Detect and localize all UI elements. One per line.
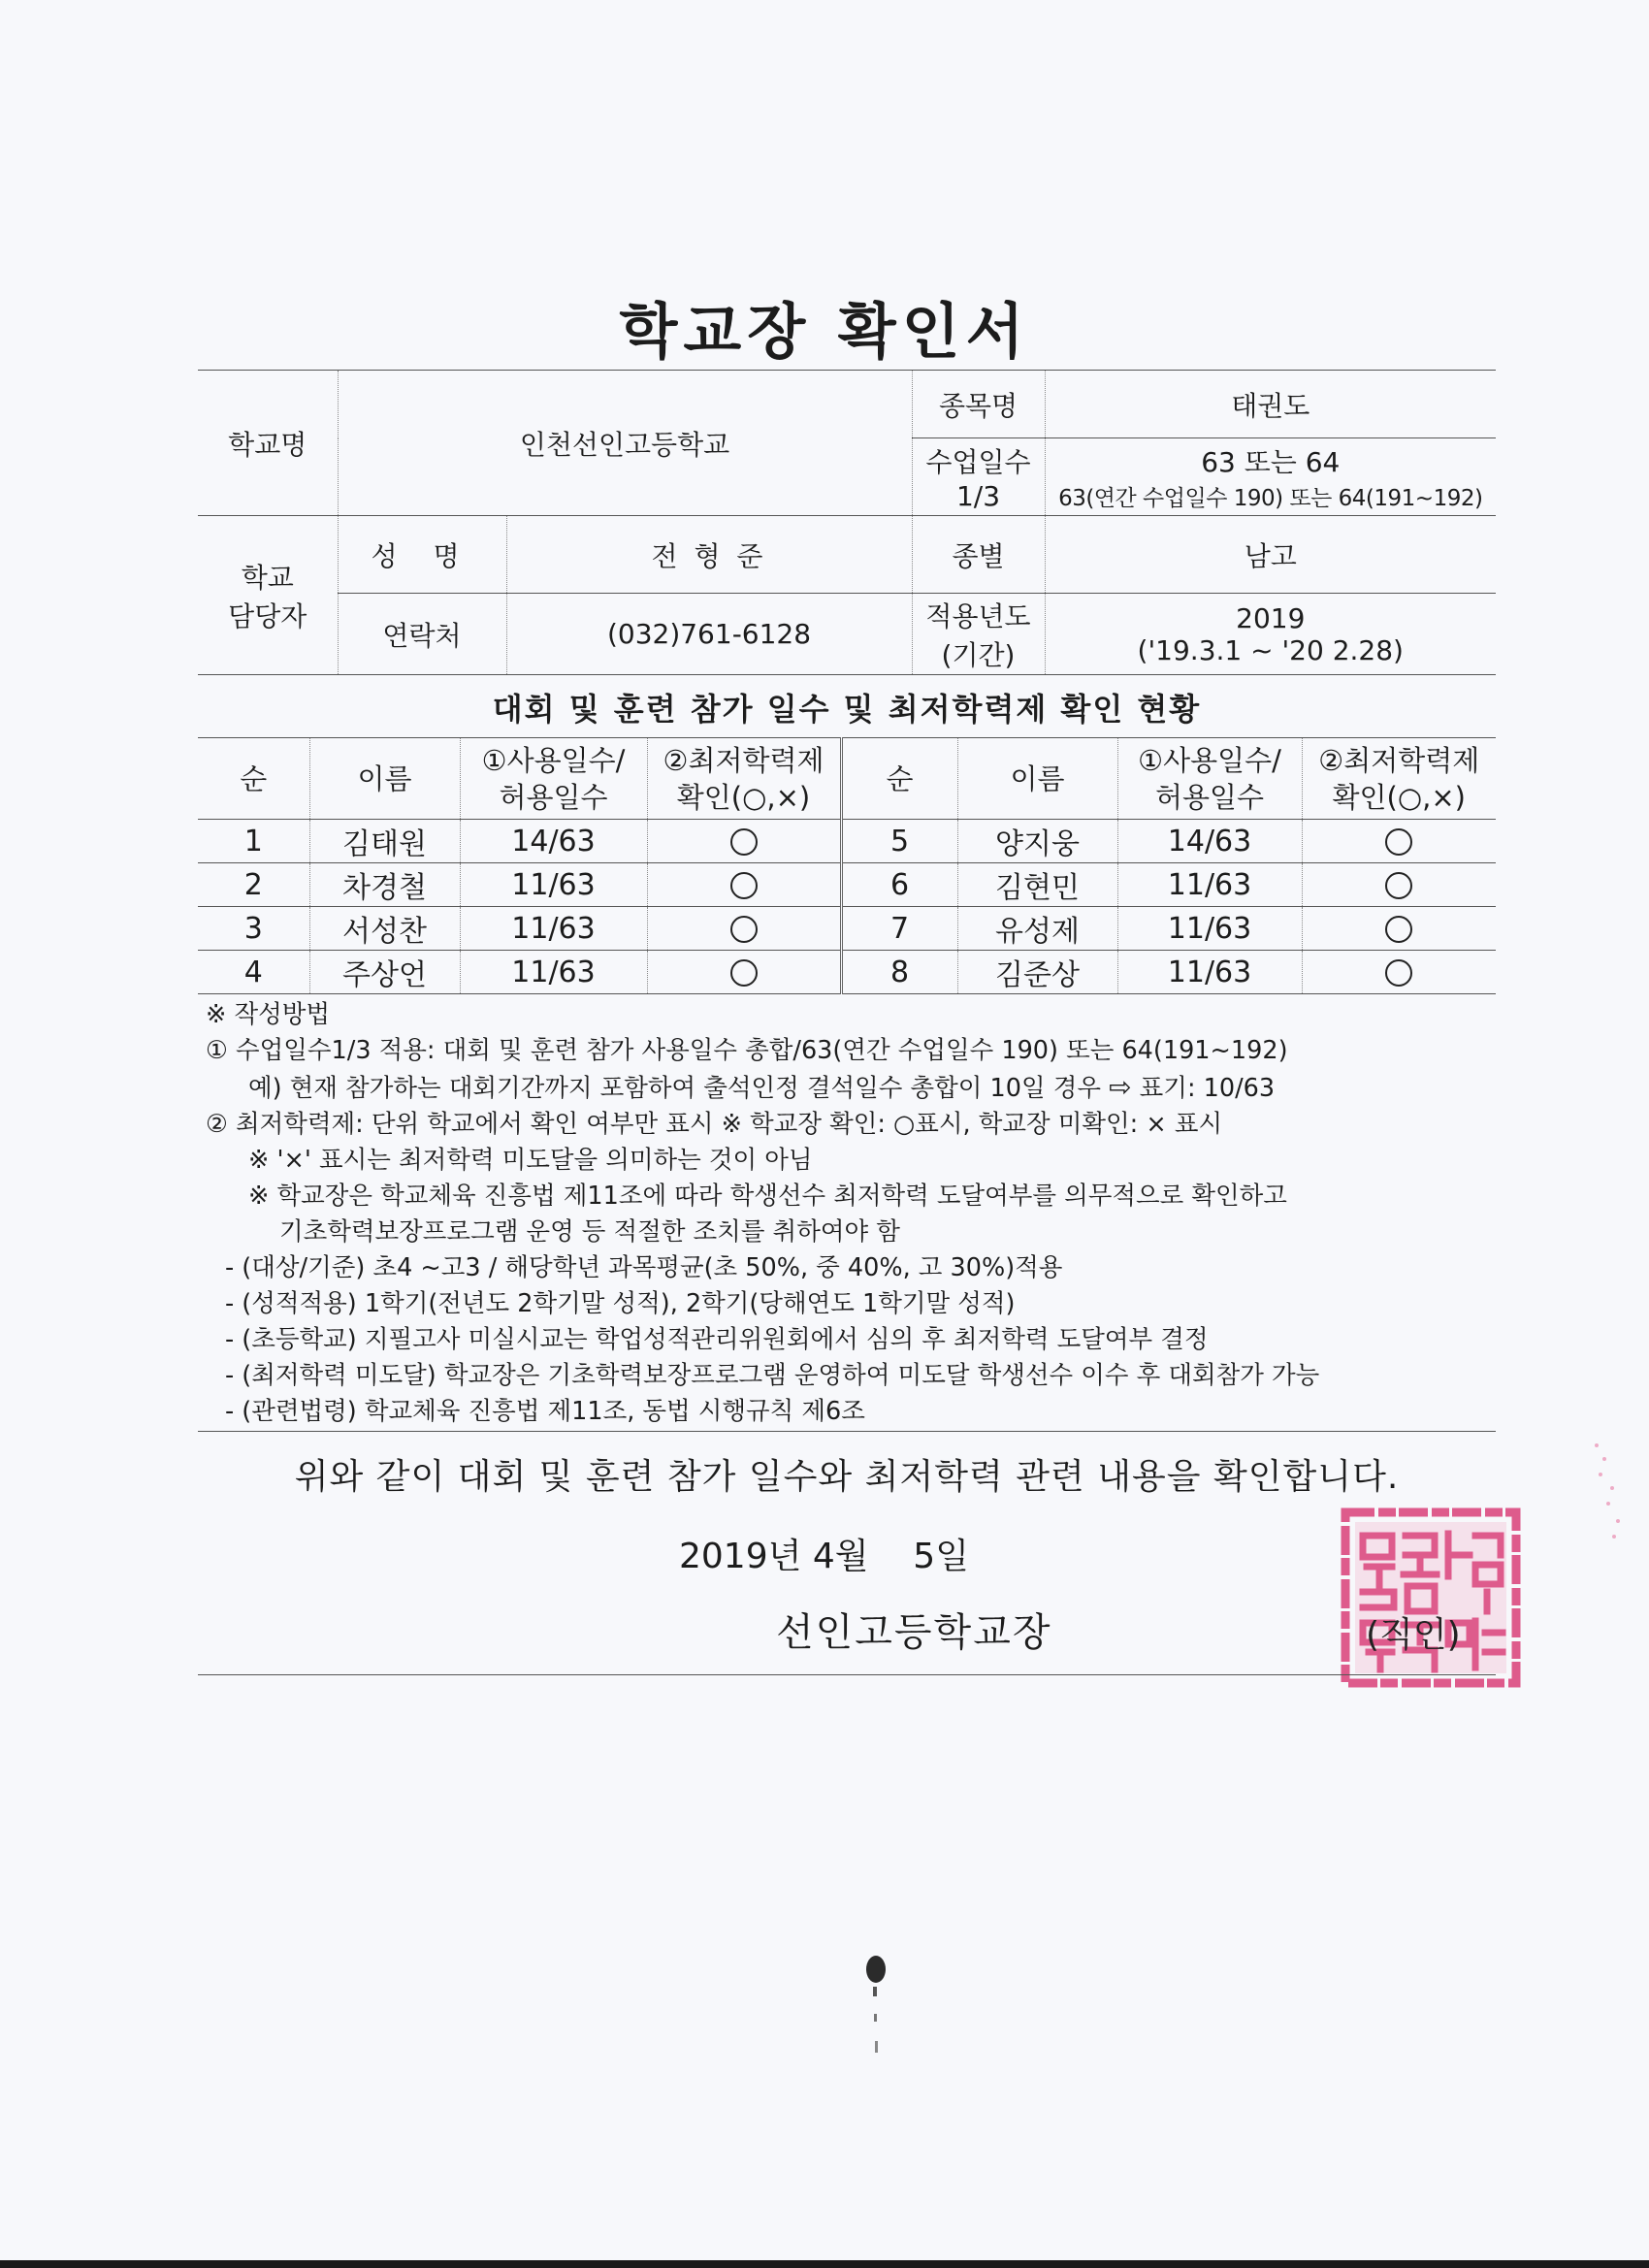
col-header-name: 이름 <box>957 738 1117 820</box>
row-days: 11/63 <box>460 907 647 951</box>
year-label: 적용년도 (기간) <box>912 594 1045 675</box>
class-days-note: 63(연간 수업일수 190) 또는 64(191~192) <box>1058 486 1483 511</box>
note-1-example: 예) 현재 참가하는 대회기간까지 포함하여 출석인정 결석일수 총합이 10일 경우 ⇨ 표기: 10/63 <box>248 1071 1276 1103</box>
participation-table <box>198 737 1496 994</box>
table-row <box>198 907 1496 951</box>
name-label: 성 명 <box>338 516 506 594</box>
row-no: 5 <box>841 820 957 863</box>
table-row <box>198 951 1496 994</box>
school-name-value: 인천선인고등학교 <box>338 371 912 516</box>
note-2: ② 최저학력제: 단위 학교에서 확인 여부만 표시 ※ 학교장 확인: ○표시, 학교장 미확인: × 표시 <box>206 1110 1223 1139</box>
circle-mark-icon <box>1385 916 1412 943</box>
signer-title: 선인고등학교장 <box>776 1610 1052 1655</box>
year-value: 2019 ('19.3.1 ~ '20 2.28) <box>1045 594 1496 675</box>
note-2-b: ※ 학교장은 학교체육 진흥법 제11조에 따라 학생선수 최저학력 도달여부를 의무적으로 확인하고 <box>248 1182 1287 1211</box>
col-header-check: ②최저학력제 확인(○,×) <box>1302 738 1496 820</box>
row-days: 11/63 <box>460 863 647 907</box>
row-no: 6 <box>841 863 957 907</box>
row-no: 1 <box>198 820 309 863</box>
row-name: 김준상 <box>957 951 1117 994</box>
row-check <box>647 863 841 907</box>
row-name: 양지웅 <box>957 820 1117 863</box>
circle-mark-icon <box>730 916 758 943</box>
status-heading: 대회 및 훈련 참가 일수 및 최저학력제 확인 현황 <box>492 691 1202 728</box>
official-seal-icon <box>1340 1507 1522 1689</box>
sport-value: 태권도 <box>1045 371 1496 438</box>
row-days: 11/63 <box>1117 907 1302 951</box>
row-check <box>1302 951 1496 994</box>
arrow-right-icon: ⇨ <box>1109 1071 1132 1103</box>
col-header-days: ①사용일수/ 허용일수 <box>460 738 647 820</box>
detail-1: - (대상/기준) 초4 ~고3 / 해당학년 과목평균(초 50%, 중 40%, 고 30%)적용 <box>225 1253 1063 1282</box>
circle-mark-icon <box>1385 959 1412 987</box>
note-2-a: ※ '×' 표시는 최저학력 미도달을 의미하는 것이 아님 <box>248 1146 813 1175</box>
row-no: 3 <box>198 907 309 951</box>
divider <box>198 1674 1496 1675</box>
instructions-heading: ※ 작성방법 <box>206 1000 331 1029</box>
scan-artifact-icon <box>1591 1436 1630 1552</box>
row-no: 7 <box>841 907 957 951</box>
row-days: 11/63 <box>460 951 647 994</box>
col-header-name: 이름 <box>309 738 460 820</box>
detail-2: - (성적적용) 1학기(전년도 2학기말 성적), 2학기(당해연도 1학기말 성적) <box>225 1289 1016 1318</box>
row-name: 김현민 <box>957 863 1117 907</box>
row-check <box>1302 863 1496 907</box>
scan-artifact-icon <box>861 1954 890 2060</box>
row-name: 주상언 <box>309 951 460 994</box>
col-header-no: 순 <box>841 738 957 820</box>
detail-3: - (초등학교) 지필고사 미실시교는 학업성적관리위원회에서 심의 후 최저학력 도달여부 결정 <box>225 1325 1209 1354</box>
note-1: ① 수업일수1/3 적용: 대회 및 훈련 참가 사용일수 총합/63(연간 수업일수 190) 또는 64(191~192) <box>206 1036 1288 1065</box>
row-name: 김태원 <box>309 820 460 863</box>
note-2-b-cont: 기초학력보장프로그램 운영 등 적절한 조치를 취하여야 함 <box>279 1217 900 1247</box>
row-days: 11/63 <box>1117 863 1302 907</box>
sport-label: 종목명 <box>912 371 1045 438</box>
type-value: 남고 <box>1045 516 1496 594</box>
school-name-label: 학교명 <box>198 371 338 516</box>
circle-mark-icon <box>730 959 758 987</box>
table-row <box>198 820 1496 863</box>
row-no: 4 <box>198 951 309 994</box>
class-days-label: 수업일수 1/3 <box>912 438 1045 516</box>
row-name: 유성제 <box>957 907 1117 951</box>
divider <box>198 1431 1496 1432</box>
detail-4: - (최저학력 미도달) 학교장은 기초학력보장프로그램 운영하여 미도달 학생선수 이수 후 대회참가 가능 <box>225 1361 1320 1390</box>
col-header-no: 순 <box>198 738 309 820</box>
row-days: 11/63 <box>1117 951 1302 994</box>
row-no: 8 <box>841 951 957 994</box>
row-check <box>647 907 841 951</box>
contact-value: (032)761-6128 <box>506 594 912 675</box>
detail-5: - (관련법령) 학교체육 진흥법 제11조, 동법 시행규칙 제6조 <box>225 1397 865 1426</box>
instructions <box>206 997 1505 1430</box>
manager-label: 학교 담당자 <box>198 516 338 675</box>
circle-mark-icon <box>730 872 758 899</box>
table-row <box>198 863 1496 907</box>
col-header-check: ②최저학력제 확인(○,×) <box>647 738 841 820</box>
row-days: 14/63 <box>1117 820 1302 863</box>
circle-mark-icon <box>730 828 758 856</box>
row-check <box>1302 820 1496 863</box>
school-info-table <box>198 370 1496 675</box>
class-days-value: 63 또는 64 63(연간 수업일수 190) 또는 64(191~192) <box>1045 438 1496 516</box>
row-check <box>1302 907 1496 951</box>
type-label: 종별 <box>912 516 1045 594</box>
row-no: 2 <box>198 863 309 907</box>
circle-mark-icon <box>1385 828 1412 856</box>
circle-mark-icon <box>1385 872 1412 899</box>
confirmation-text: 위와 같이 대회 및 훈련 참가 일수와 최저학력 관련 내용을 확인합니다. <box>294 1457 1400 1497</box>
row-name: 차경철 <box>309 863 460 907</box>
row-check <box>647 951 841 994</box>
document-title: 학교장 확인서 <box>619 296 1030 367</box>
row-check <box>647 820 841 863</box>
scan-bottom-edge <box>0 2260 1649 2268</box>
name-value: 전 형 준 <box>506 516 912 594</box>
seal-label: (직인) <box>1366 1615 1461 1655</box>
col-header-days: ①사용일수/ 허용일수 <box>1117 738 1302 820</box>
row-days: 14/63 <box>460 820 647 863</box>
contact-label: 연락처 <box>338 594 506 675</box>
row-name: 서성찬 <box>309 907 460 951</box>
issue-date: 2019년 4월 5일 <box>679 1537 969 1576</box>
